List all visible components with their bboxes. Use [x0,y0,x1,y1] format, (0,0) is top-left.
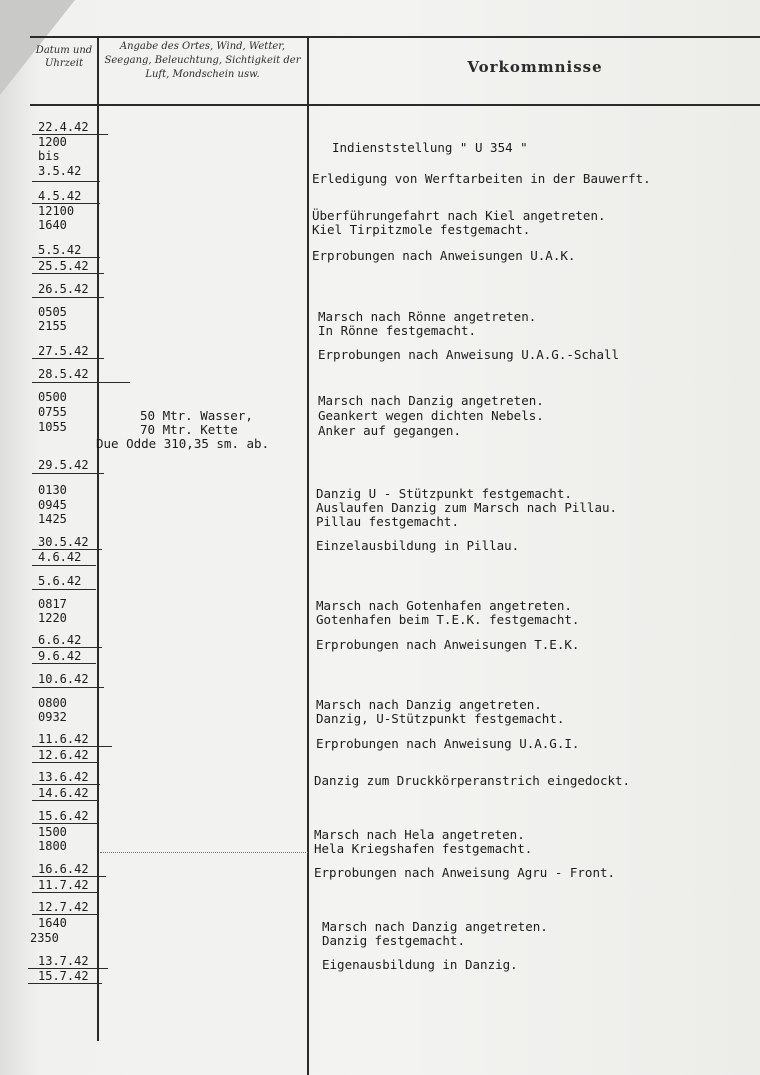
date-entry: 4.5.42 [38,189,82,203]
date-entry: 22.4.42 [38,120,89,134]
date-underline [32,823,98,824]
date-entry: 30.5.42 [38,535,89,549]
event-entry: Danzig zum Druckkörperanstrich eingedockt. [314,773,631,788]
date-underline [32,746,112,747]
time-entry: 0800 [38,696,67,710]
date-underline [32,647,102,648]
date-underline [32,762,98,763]
event-entry: Marsch nach Hela angetreten. [314,827,525,842]
event-entry: Indienststellung " U 354 " [332,140,528,155]
event-entry: Gotenhafen beim T.E.K. festgemacht. [316,612,580,627]
date-underline [32,687,104,688]
date-entry: 15.6.42 [38,809,89,823]
date-underline [32,784,100,785]
date-column-header: Datum und Uhrzeit [35,45,93,69]
date-underline [32,876,106,877]
date-entry: 14.6.42 [38,786,89,800]
time-entry: 0755 [38,405,67,419]
header-top-rule [30,36,760,38]
date-entry: 29.5.42 [38,458,89,472]
time-entry: 2350 [30,931,59,945]
time-entry: 0945 [38,498,67,512]
place-note: 70 Mtr. Kette [140,422,238,437]
date-underline [32,181,100,182]
date-underline [32,297,104,298]
time-entry: 1055 [38,420,67,434]
time-entry: 0932 [38,710,67,724]
date-underline [32,892,98,893]
event-entry: Auslaufen Danzig zum Marsch nach Pillau. [316,500,618,515]
event-entry: Marsch nach Danzig angetreten. [322,919,548,934]
event-entry: Marsch nach Rönne angetreten. [318,309,537,324]
event-entry: In Rönne festgemacht. [318,323,477,338]
event-entry: Einzelausbildung in Pillau. [316,538,520,553]
event-entry: Marsch nach Gotenhafen angetreten. [316,598,572,613]
time-entry: 1220 [38,611,67,625]
event-entry: Überführungefahrt nach Kiel angetreten. [312,208,606,223]
date-entry: 28.5.42 [38,367,89,381]
time-entry: 0505 [38,305,67,319]
event-entry: Erprobungen nach Anweisung U.A.G.I. [316,736,580,751]
event-entry: Marsch nach Danzig angetreten. [318,393,544,408]
event-entry: Erprobungen nach Anweisung U.A.G.-Schall [318,347,620,362]
date-entry: 11.6.42 [38,732,89,746]
date-entry: 13.6.42 [38,770,89,784]
place-note: 50 Mtr. Wasser, [140,408,253,423]
event-entry: Danzig U - Stützpunkt festgemacht. [316,486,572,501]
time-entry: 1500 [38,825,67,839]
event-entry: Erprobungen nach Anweisungen T.E.K. [316,637,580,652]
date-entry: 9.6.42 [38,649,82,663]
date-entry: 10.6.42 [38,672,89,686]
event-entry: Eigenausbildung in Danzig. [322,957,518,972]
date-entry: 15.7.42 [38,969,89,983]
date-entry: 11.7.42 [38,878,89,892]
time-entry: 0130 [38,483,67,497]
date-underline [32,382,130,383]
date-underline [32,473,104,474]
event-entry: Marsch nach Danzig angetreten. [316,697,542,712]
event-entry: Pillau festgemacht. [316,514,459,529]
date-underline [32,273,104,274]
date-entry: 12.6.42 [38,748,89,762]
date-underline [32,914,98,915]
date-entry: 4.6.42 [38,550,82,564]
date-underline [32,663,96,664]
date-underline [32,358,104,359]
date-entry: 3.5.42 [38,164,82,178]
date-entry: 25.5.42 [38,259,89,273]
event-entry: Kiel Tirpitzmole festgemacht. [312,222,531,237]
column-divider-right [307,36,309,1075]
time-entry: 1640 [38,218,67,232]
event-entry: Anker auf gegangen. [318,423,461,438]
event-entry: Geankert wegen dichten Nebels. [318,408,544,423]
events-column-header: Vorkommnisse [467,58,603,76]
time-entry: 1800 [38,839,67,853]
date-underline [32,565,96,566]
date-entry: 27.5.42 [38,344,89,358]
event-entry: Danzig, U-Stützpunkt festgemacht. [316,711,565,726]
column-divider-left [97,36,99,1041]
event-entry: Hela Kriegshafen festgemacht. [314,841,533,856]
time-entry: 0500 [38,390,67,404]
place-column-header: Angabe des Ortes, Wind, Wetter, Seegang, Beleuchtung, Sichtigkeit der Luft, Mondschein usw. [104,41,301,80]
time-entry: 2155 [38,319,67,333]
time-entry: 12100 [38,204,75,218]
time-entry: 1425 [38,512,67,526]
place-note: Due Odde 310,35 sm. ab. [96,436,270,451]
date-entry: 5.6.42 [38,574,82,588]
date-entry: 26.5.42 [38,282,89,296]
event-entry: Erprobungen nach Anweisungen U.A.K. [312,248,576,263]
event-entry: Danzig festgemacht. [322,933,465,948]
dotted-rule [100,852,308,853]
date-underline [32,589,96,590]
header-bottom-rule [30,104,760,106]
time-entry: 0817 [38,597,67,611]
event-entry: Erledigung von Werftarbeiten in der Bauwerft. [312,171,651,186]
date-entry: 12.7.42 [38,900,89,914]
date-entry: 16.6.42 [38,862,89,876]
event-entry: Erprobungen nach Anweisung Agru - Front. [314,865,616,880]
date-entry: 5.5.42 [38,243,82,257]
date-entry: 13.7.42 [38,954,89,968]
date-entry: bis [38,149,60,163]
date-underline [32,257,100,258]
time-entry: 1200 [38,135,67,149]
date-underline [32,800,98,801]
date-entry: 6.6.42 [38,633,82,647]
time-entry: 1640 [38,916,67,930]
date-underline [28,983,102,984]
